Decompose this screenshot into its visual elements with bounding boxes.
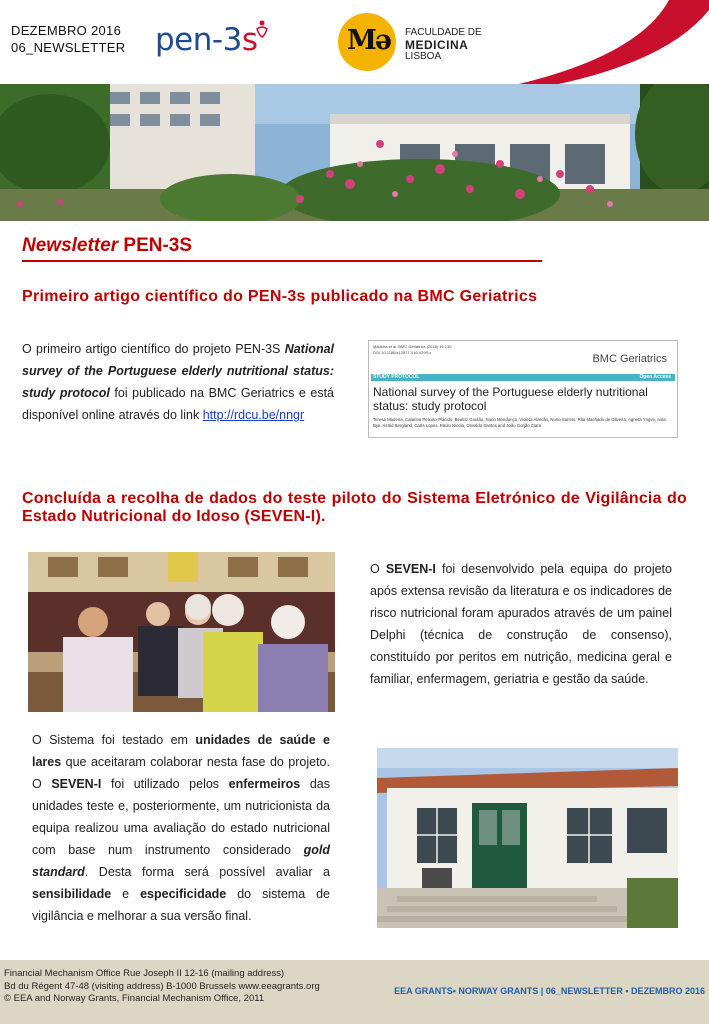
pen-logo-text: pen-3 bbox=[155, 22, 242, 58]
fm-line1: FACULDADE DE bbox=[405, 27, 482, 38]
footer bbox=[0, 960, 709, 1024]
clinic-photo bbox=[377, 748, 678, 928]
bmc-bar-label: STUDY PROTOCOL bbox=[373, 374, 420, 380]
fm-line2: MEDICINA bbox=[405, 38, 469, 52]
building-photo bbox=[0, 84, 709, 221]
article-link[interactable]: http://rdcu.be/nngr bbox=[202, 408, 305, 422]
section2-heading: Concluída a recolha de dados do teste piloto do Sistema Eletrónico de Vigilância do Estado Nutricional do Idoso (SEVEN-I). bbox=[22, 490, 687, 525]
elderly-group-photo bbox=[28, 552, 335, 712]
newsletter-title bbox=[22, 235, 192, 257]
s1-intro: O primeiro artigo científico do projeto PEN-3S bbox=[22, 342, 281, 356]
date-text: DEZEMBRO 2016 bbox=[11, 23, 122, 38]
pen-logo-s: s bbox=[241, 22, 258, 58]
fm-logo-badge bbox=[338, 13, 396, 71]
issue-text: 06_NEWSLETTER bbox=[11, 40, 126, 55]
pen-3s-logo bbox=[155, 22, 269, 58]
red-swoosh-decoration bbox=[519, 0, 709, 84]
s1-article-title: National survey of the Portuguese elderly nutritional status: study protocol bbox=[22, 342, 334, 400]
p3-k: e bbox=[122, 887, 130, 901]
footer-line2: Bd du Régent 47-48 (visiting address) B-1000 Brussels www.eeagrants.org bbox=[4, 980, 320, 992]
group-photo bbox=[28, 552, 335, 712]
s1-mid: foi publicado na BMC Geriatrics e está disponível online através do link bbox=[22, 386, 334, 422]
p3-c: que aceitaram colaborar nesta fase do projeto. O bbox=[32, 755, 330, 791]
bmc-article-title: National survey of the Portuguese elderly nutritional status: study protocol bbox=[373, 385, 648, 413]
p3-d: SEVEN-I bbox=[51, 777, 102, 791]
p2-a: O bbox=[370, 562, 380, 576]
bmc-protocol-bar bbox=[371, 374, 675, 381]
p3-m: do sistema de vigilância e melhorar a sua versão final. bbox=[32, 887, 331, 923]
fm-logo-mark: Mə bbox=[347, 25, 391, 56]
issue-date bbox=[11, 22, 125, 56]
heart-icon bbox=[255, 19, 269, 43]
health-unit-building-photo bbox=[377, 748, 678, 928]
section2-paragraph-left bbox=[32, 729, 330, 927]
footer-line1: Financial Mechanism Office Rue Joseph II 12-16 (mailing address) bbox=[4, 968, 285, 979]
footer-grants-label: EEA GRANTS• NORWAY GRANTS | 06_NEWSLETTER • DEZEMBRO 2016 bbox=[394, 986, 705, 996]
p3-e: foi utilizado pelos bbox=[110, 777, 220, 791]
bmc-journal-logo: BMC Geriatrics bbox=[592, 353, 667, 365]
section1-paragraph bbox=[22, 338, 334, 426]
newsletter-title-bold: PEN-3S bbox=[123, 235, 193, 256]
bmc-open-access: Open Access bbox=[639, 374, 671, 380]
p3-h: gold standard bbox=[32, 843, 330, 879]
fm-line3: LISBOA bbox=[405, 51, 442, 62]
title-underline bbox=[22, 260, 542, 262]
p2-seven-i: SEVEN-I bbox=[385, 562, 436, 576]
p3-l: especificidade bbox=[140, 887, 227, 901]
p2-c: foi desenvolvido pela equipa do projeto após extensa revisão da literatura e os indicadores de risco nutricional foram apurados através de um painel Delphi (técnica de construção de consenso), constituído por peritos em nutrição, medicina geral e familiar, enfermagem, geriatria e gestão da saúde. bbox=[370, 562, 672, 686]
p3-i: . Desta forma será possível avaliar a bbox=[84, 865, 330, 879]
section2-paragraph-right bbox=[370, 558, 672, 690]
bmc-article-preview bbox=[368, 340, 678, 438]
footer-line3: © EEA and Norway Grants, Financial Mechanism Office, 2011 bbox=[4, 993, 265, 1004]
p3-g: das unidades teste e, posteriormente, um nutricionista da equipa realizou uma avaliação do estado nutricional com base num instrumento considerado bbox=[32, 777, 330, 857]
bmc-citation: Madeira et al. BMC Geriatrics (2016) 16:139 DOI 10.1186/s12877-016-0299-x bbox=[373, 344, 452, 355]
fm-logo-text bbox=[405, 27, 482, 63]
p3-f: enfermeiros bbox=[228, 777, 301, 791]
p3-a: O Sistema foi testado em bbox=[32, 733, 188, 747]
section1-heading: Primeiro artigo científico do PEN-3s publicado na BMC Geriatrics bbox=[22, 288, 538, 305]
building-photo-banner bbox=[0, 84, 709, 221]
bmc-authors: Teresa Madeira, Catarina Peixoto-Plácido, Beatriz Goulão, Nuno Mendonça, Violeta Alarcão, Nuno Santos, Rita Machado de Oliveira, Agneta Yngve, Asta Bye, Astrid Bergland, Carla Lopes, Paulo Nicola, Osvaldo Santos and João Gorjão Clara bbox=[373, 417, 666, 428]
p3-b: unidades de saúde e lares bbox=[32, 733, 330, 769]
newsletter-title-italic: Newsletter bbox=[22, 235, 119, 256]
p3-j: sensibilidade bbox=[32, 887, 112, 901]
footer-address bbox=[4, 968, 320, 1006]
header bbox=[0, 0, 709, 84]
